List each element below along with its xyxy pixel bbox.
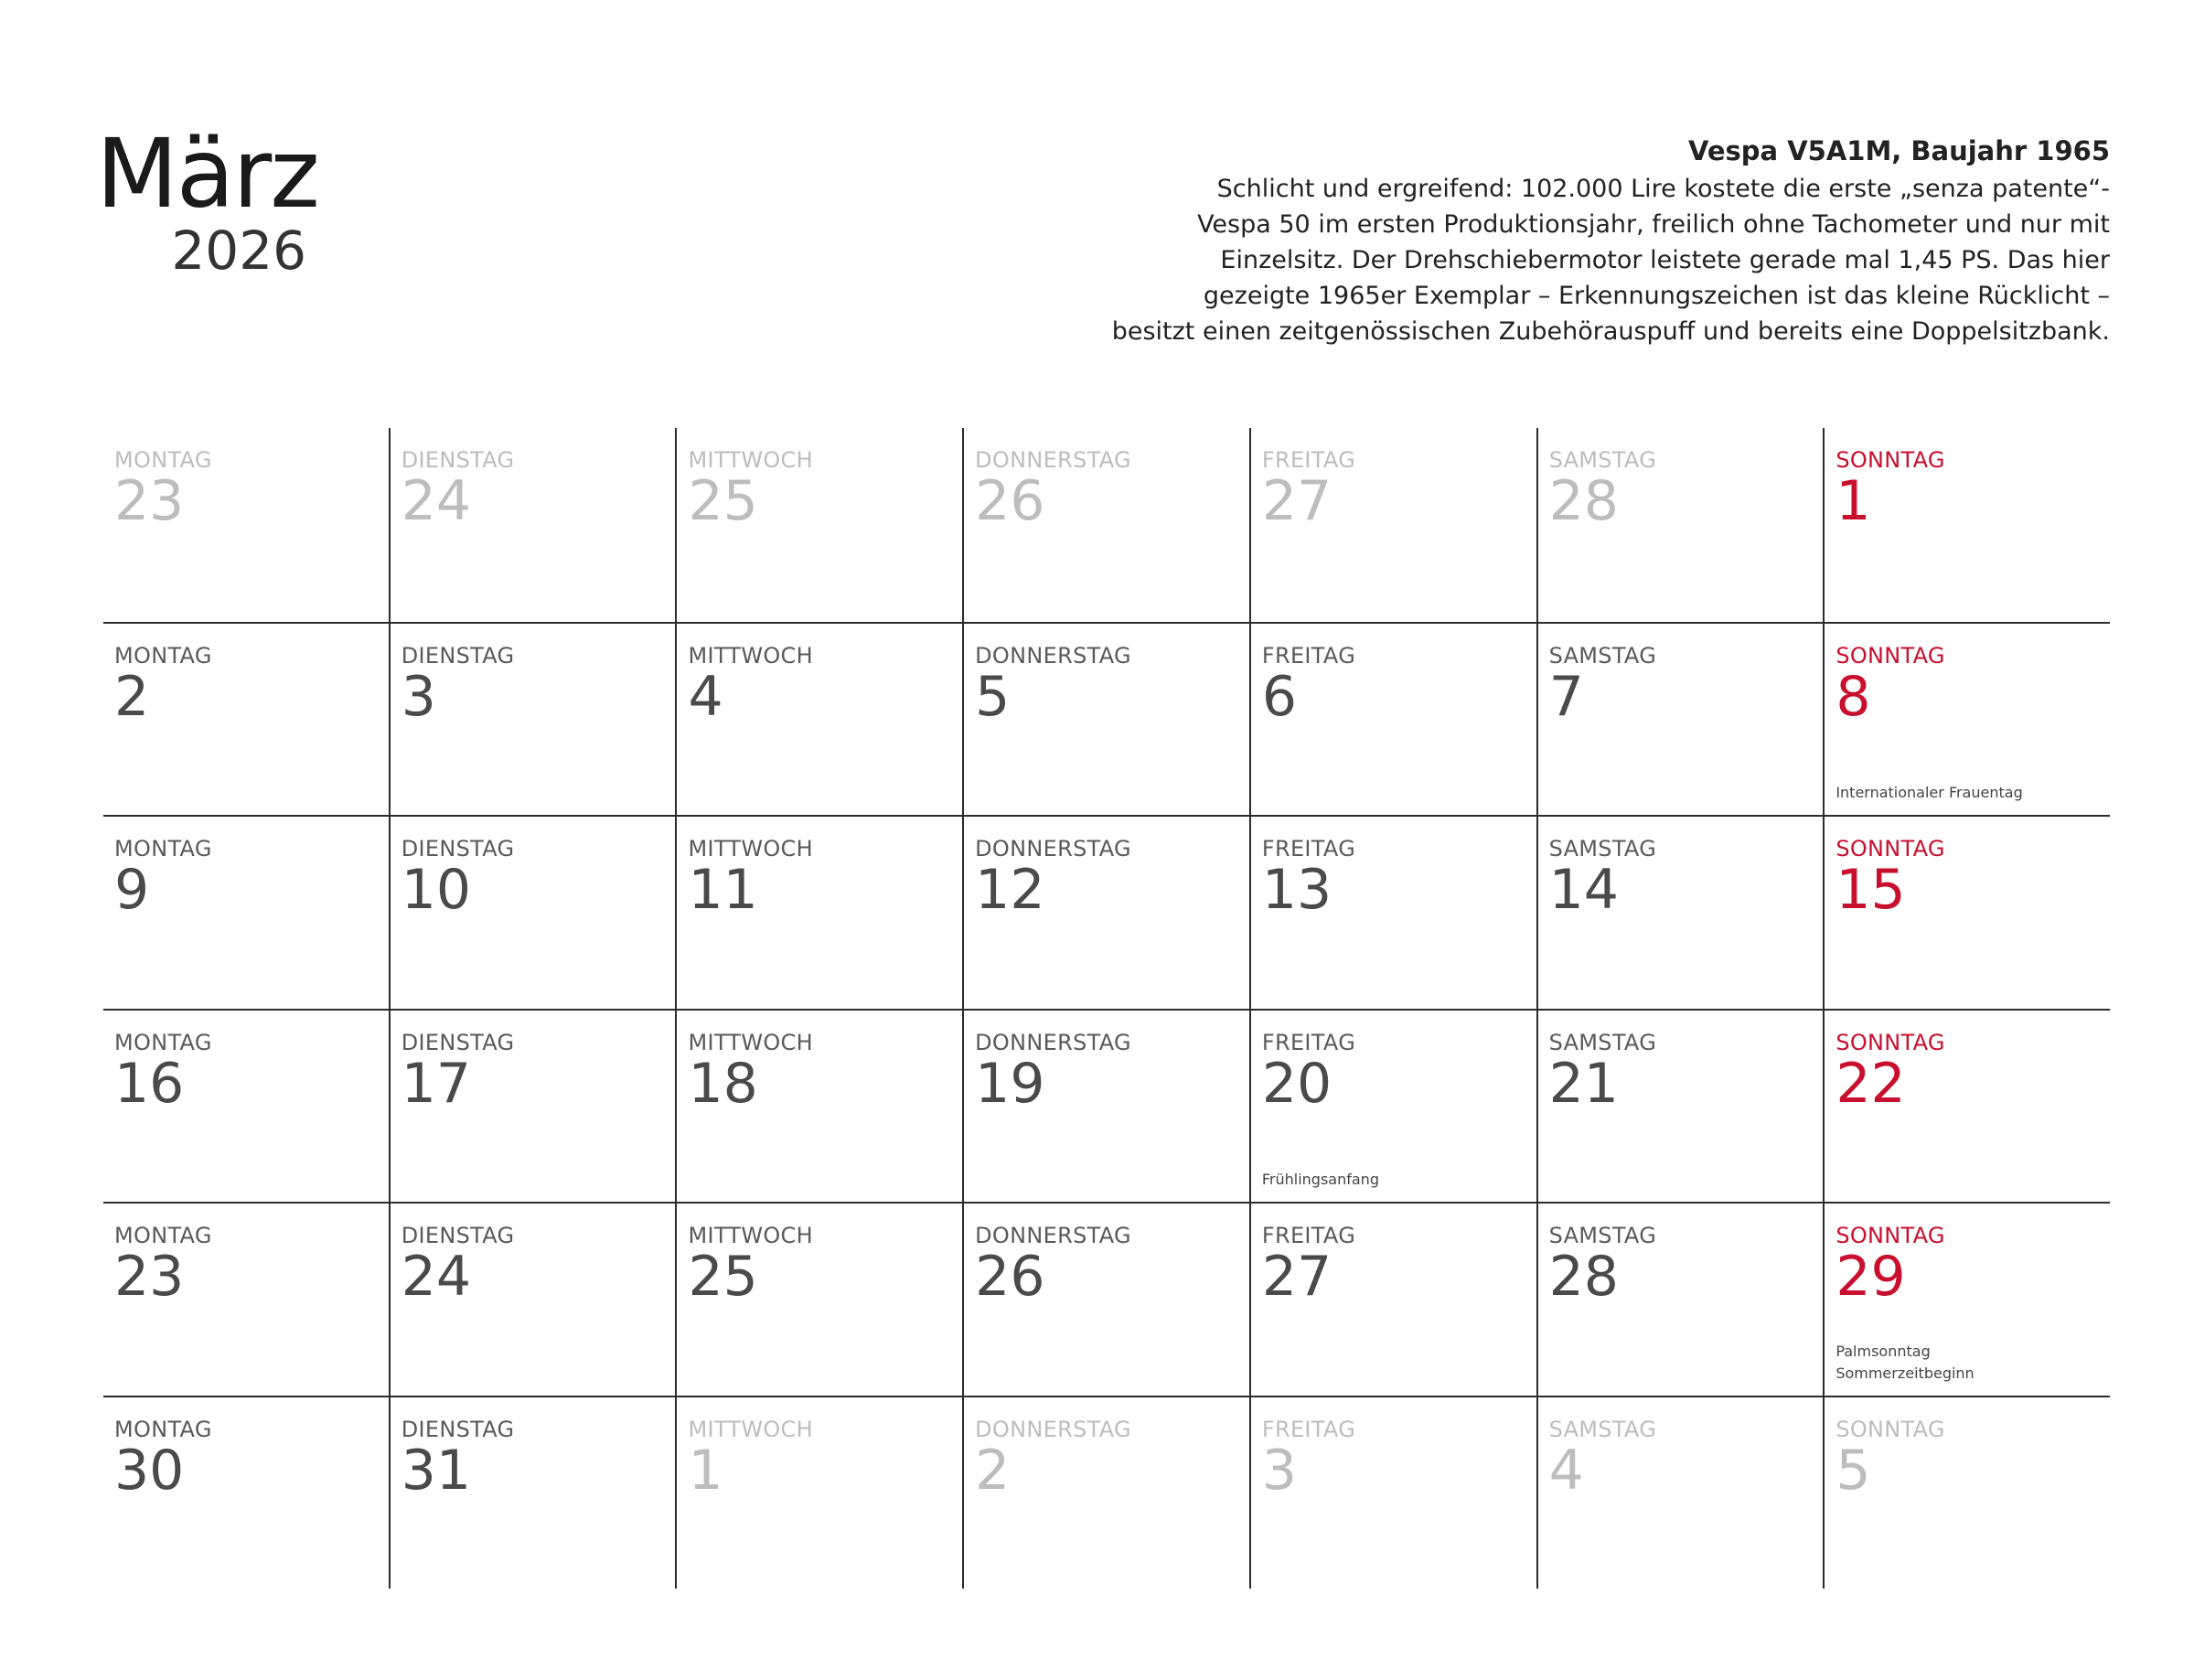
weekday-label: FREITAG: [1261, 642, 1356, 669]
holiday-note: [1262, 1169, 1379, 1191]
day-cell[interactable]: [1536, 1204, 1824, 1396]
day-cell[interactable]: [1536, 817, 1824, 1009]
day-number: 18: [688, 1051, 758, 1116]
day-number: 24: [401, 469, 472, 533]
day-cell[interactable]: [962, 1204, 1249, 1396]
day-cell[interactable]: [389, 428, 676, 622]
weekday-label: DONNERSTAG: [975, 836, 1131, 861]
day-cell[interactable]: [1823, 1011, 2110, 1203]
day-cell[interactable]: [675, 1204, 962, 1396]
day-number: 15: [1835, 858, 1906, 922]
day-number: 25: [688, 1245, 758, 1309]
day-cell[interactable]: [675, 428, 962, 622]
weekday-label: SAMSTAG: [1548, 1416, 1657, 1442]
day-cell[interactable]: [1823, 1397, 2110, 1589]
day-number: 28: [1548, 469, 1619, 533]
day-number: 29: [1835, 1245, 1906, 1309]
day-number: 2: [114, 664, 150, 729]
day-cell[interactable]: [1536, 624, 1824, 816]
day-number: 26: [975, 469, 1045, 533]
day-number: 3: [401, 664, 436, 729]
weekday-label: FREITAG: [1261, 1029, 1356, 1055]
day-cell[interactable]: [1823, 428, 2110, 622]
weekday-label: MITTWOCH: [688, 1416, 813, 1442]
weekday-label: SONNTAG: [1835, 447, 1945, 473]
weekday-label: FREITAG: [1261, 836, 1356, 861]
day-cell[interactable]: [962, 1011, 1249, 1203]
day-number: 21: [1548, 1051, 1619, 1116]
day-cell[interactable]: [1249, 1397, 1536, 1589]
day-number: 5: [1835, 1438, 1871, 1503]
weekday-label: DONNERSTAG: [975, 1029, 1131, 1055]
day-cell[interactable]: [389, 1397, 676, 1589]
weekday-label: SAMSTAG: [1548, 642, 1657, 669]
weekday-label: FREITAG: [1261, 1223, 1356, 1248]
day-number: 27: [1261, 1245, 1332, 1309]
day-number: 31: [401, 1438, 472, 1503]
year-title: 2026: [171, 219, 306, 282]
day-number: 6: [1261, 664, 1298, 729]
holiday-note-line: Frühlingsanfang: [1261, 1171, 1379, 1188]
weekday-label: SAMSTAG: [1548, 447, 1657, 473]
day-number: 4: [1548, 1438, 1584, 1503]
day-cell[interactable]: [103, 1011, 389, 1203]
day-number: 9: [114, 858, 150, 922]
day-cell[interactable]: [675, 817, 962, 1009]
caption-line: Schlicht und ergreifend: 102.000 Lire kostete die erste „senza patente“-: [1216, 175, 2110, 203]
weekday-label: SAMSTAG: [1548, 1223, 1657, 1248]
weekday-label: DIENSTAG: [401, 1029, 515, 1055]
weekday-label: SAMSTAG: [1548, 1029, 1657, 1055]
day-cell[interactable]: [389, 624, 676, 816]
day-number: 23: [114, 469, 185, 533]
weekday-label: DONNERSTAG: [975, 1416, 1131, 1442]
day-cell[interactable]: [389, 1011, 676, 1203]
weekday-label: SONNTAG: [1835, 1223, 1945, 1248]
caption-line: besitzt einen zeitgenössischen Zubehörauspuff und bereits eine Doppelsitzbank.: [1111, 317, 2110, 346]
weekday-label: FREITAG: [1261, 447, 1356, 473]
day-number: 26: [975, 1245, 1045, 1309]
day-cell[interactable]: [1249, 624, 1536, 816]
weekday-label: MITTWOCH: [688, 1029, 813, 1055]
day-number: 12: [975, 858, 1045, 922]
weekday-label: DIENSTAG: [401, 1223, 515, 1248]
day-number: 14: [1548, 858, 1619, 922]
weekday-label: MONTAG: [114, 836, 212, 861]
week-row: [103, 1202, 2110, 1396]
day-cell[interactable]: [675, 1011, 962, 1203]
day-number: 17: [401, 1051, 472, 1116]
month-title: März: [96, 118, 318, 230]
day-number: 5: [975, 664, 1011, 729]
day-cell[interactable]: [103, 624, 389, 816]
day-number: 3: [1261, 1438, 1298, 1503]
day-number: 19: [975, 1051, 1045, 1116]
day-cell[interactable]: [962, 428, 1249, 622]
day-number: 25: [688, 469, 758, 533]
weekday-label: SONNTAG: [1835, 642, 1945, 669]
week-row: [103, 1396, 2110, 1589]
weekday-label: SAMSTAG: [1548, 836, 1657, 861]
week-row: [103, 1009, 2110, 1203]
caption-line: Einzelsitz. Der Drehschiebermotor leistete gerade mal 1,45 PS. Das hier: [1220, 246, 2110, 274]
holiday-note: [1835, 1341, 1974, 1385]
day-cell[interactable]: [1249, 817, 1536, 1009]
day-number: 13: [1261, 858, 1332, 922]
caption-line: Vespa 50 im ersten Produktionsjahr, freilich ohne Tachometer und nur mit: [1197, 210, 2110, 239]
day-cell[interactable]: [675, 1397, 962, 1589]
day-cell[interactable]: [1249, 428, 1536, 622]
holiday-note-line: Internationaler Frauentag: [1835, 784, 2023, 801]
weekday-label: MITTWOCH: [688, 1223, 813, 1248]
day-number: 1: [688, 1438, 723, 1503]
day-number: 20: [1261, 1051, 1332, 1116]
photo-caption: [1031, 133, 2110, 349]
holiday-note-line: Sommerzeitbeginn: [1835, 1364, 1975, 1382]
weekday-label: SONNTAG: [1835, 1029, 1945, 1055]
day-number: 7: [1548, 664, 1584, 729]
weekday-label: MONTAG: [114, 642, 212, 669]
weekday-label: MONTAG: [114, 1029, 212, 1055]
weekday-label: DIENSTAG: [401, 642, 515, 669]
day-number: 11: [688, 858, 758, 922]
holiday-note-line: Palmsonntag: [1835, 1342, 1931, 1360]
weekday-label: DIENSTAG: [401, 1416, 515, 1442]
day-cell[interactable]: [1249, 1011, 1536, 1203]
weekday-label: MONTAG: [114, 1223, 212, 1248]
day-cell[interactable]: [962, 624, 1249, 816]
day-number: 2: [975, 1438, 1011, 1503]
day-number: 16: [114, 1051, 185, 1116]
day-cell[interactable]: [675, 624, 962, 816]
weekday-label: MITTWOCH: [688, 642, 813, 669]
weekday-label: SONNTAG: [1835, 1416, 1945, 1442]
day-number: 8: [1835, 664, 1871, 729]
day-cell[interactable]: [103, 428, 389, 622]
day-number: 27: [1261, 469, 1332, 533]
day-cell[interactable]: [1249, 1204, 1536, 1396]
week-row: [103, 428, 2110, 622]
weekday-label: MITTWOCH: [688, 447, 813, 473]
day-cell[interactable]: [962, 817, 1249, 1009]
week-row: [103, 622, 2110, 816]
week-row: [103, 815, 2110, 1009]
day-cell[interactable]: [103, 817, 389, 1009]
day-cell[interactable]: [103, 1204, 389, 1396]
weekday-label: MITTWOCH: [688, 836, 813, 861]
day-number: 10: [401, 858, 472, 922]
day-cell[interactable]: [103, 1397, 389, 1589]
day-number: 23: [114, 1245, 185, 1309]
day-cell[interactable]: [389, 1204, 676, 1396]
day-number: 1: [1835, 469, 1871, 533]
day-number: 28: [1548, 1245, 1619, 1309]
weekday-label: DONNERSTAG: [975, 447, 1131, 473]
weekday-label: DIENSTAG: [401, 447, 515, 473]
weekday-label: DIENSTAG: [401, 836, 515, 861]
day-cell[interactable]: [962, 1397, 1249, 1589]
day-cell[interactable]: [389, 817, 676, 1009]
weekday-label: DONNERSTAG: [975, 642, 1131, 669]
calendar-grid: [103, 428, 2110, 1589]
weekday-label: FREITAG: [1261, 1416, 1356, 1442]
holiday-note: [1835, 782, 2022, 804]
weekday-label: SONNTAG: [1835, 836, 1945, 861]
weekday-label: MONTAG: [114, 447, 212, 473]
month-title-block: [96, 118, 318, 282]
day-cell[interactable]: [1823, 817, 2110, 1009]
caption-line: gezeigte 1965er Exemplar – Erkennungszeichen ist das kleine Rücklicht –: [1203, 282, 2110, 310]
day-cell[interactable]: [1536, 1011, 1824, 1203]
day-cell[interactable]: [1823, 1204, 2110, 1396]
day-cell[interactable]: [1536, 1397, 1824, 1589]
day-number: 4: [688, 664, 723, 729]
day-number: 22: [1835, 1051, 1906, 1116]
day-cell[interactable]: [1536, 428, 1824, 622]
weekday-label: MONTAG: [114, 1416, 212, 1442]
weekday-label: DONNERSTAG: [975, 1223, 1131, 1248]
caption-title: Vespa V5A1M, Baujahr 1965: [1687, 135, 2110, 166]
day-number: 30: [114, 1438, 185, 1503]
day-cell[interactable]: [1823, 624, 2110, 816]
day-number: 24: [401, 1245, 472, 1309]
